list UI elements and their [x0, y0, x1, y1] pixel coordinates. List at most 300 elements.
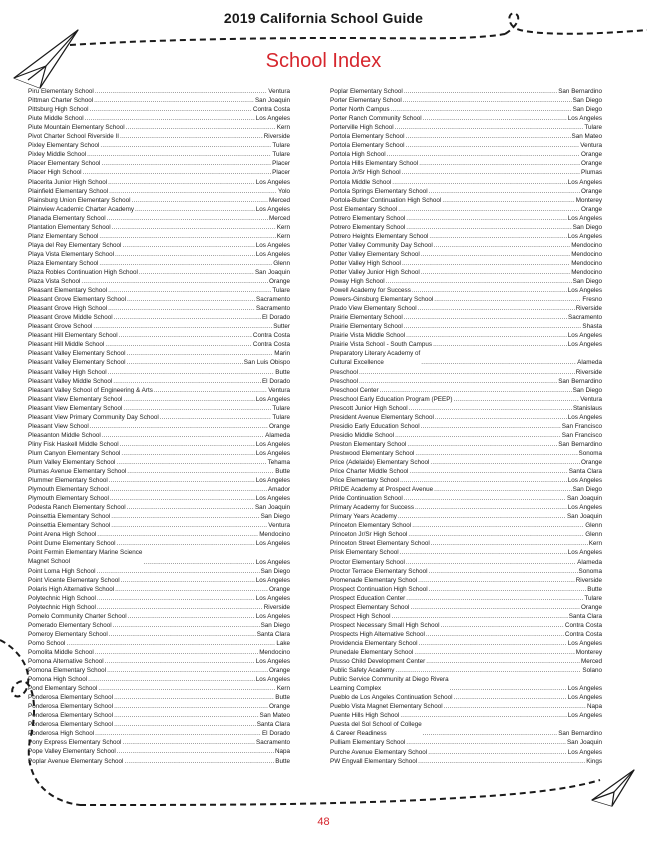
- school-name: Point Arena High School: [28, 531, 97, 539]
- dot-leader: [434, 241, 570, 250]
- dot-leader: [93, 322, 272, 331]
- school-name: Playa del Rey Elementary School: [28, 241, 122, 249]
- index-entry: [330, 87, 602, 96]
- index-entry: [330, 150, 602, 159]
- index-entry: [28, 187, 290, 196]
- dot-leader: [95, 729, 261, 738]
- index-entry: [28, 476, 290, 485]
- school-name: Portola Elementary School: [330, 133, 405, 141]
- county-name: Contra Costa: [252, 341, 290, 349]
- index-entry: [28, 657, 290, 666]
- dot-leader: [114, 693, 274, 702]
- school-name: Plummer Elementary School: [28, 477, 108, 485]
- index-entry: [330, 141, 602, 150]
- school-name: Pomerado Elementary School: [28, 621, 112, 629]
- county-name: San Diego: [260, 567, 290, 575]
- index-entry: [330, 114, 602, 123]
- dot-leader: [114, 711, 258, 720]
- paper-airplane-icon: [592, 770, 634, 806]
- index-entry: [28, 693, 290, 702]
- dot-leader: [419, 159, 580, 168]
- index-entry: [330, 232, 602, 241]
- dot-leader: [402, 168, 580, 177]
- index-entry: [28, 756, 290, 765]
- school-name: Pomona High School: [28, 676, 88, 684]
- index-entry: [330, 548, 602, 557]
- dot-leader: [444, 702, 586, 711]
- school-name: Pleasant Valley Middle School: [28, 377, 113, 385]
- school-name: Point Dume Elementary School: [28, 540, 116, 548]
- dot-leader: [128, 612, 255, 621]
- school-name: Plum Canyon Elementary School: [28, 449, 121, 457]
- school-name: Pleasanton Middle School: [28, 431, 101, 439]
- index-entry: [330, 576, 602, 585]
- index-entry: [28, 630, 290, 639]
- county-name: Orange: [580, 187, 602, 195]
- index-entry: [28, 702, 290, 711]
- index-entry: [28, 340, 290, 349]
- county-name: Tehama: [267, 458, 290, 466]
- school-name: Public Service Community at Diego Rivera Learning Complex: [330, 676, 449, 693]
- dot-leader: [408, 530, 584, 539]
- dot-leader: [400, 711, 566, 720]
- county-name: San Mateo: [571, 133, 602, 141]
- school-name: Plantation Elementary School: [28, 223, 111, 231]
- county-name: Mendocino: [571, 268, 602, 276]
- school-name: Pride Continuation School: [330, 495, 403, 503]
- county-name: Los Angeles: [255, 676, 290, 684]
- dot-leader: [135, 205, 255, 214]
- dot-leader: [114, 702, 268, 711]
- school-name: Piute Middle School: [28, 115, 84, 123]
- index-entry: [28, 367, 290, 376]
- dot-leader: [387, 150, 580, 159]
- dot-leader: [127, 467, 274, 476]
- index-entry: [28, 286, 290, 295]
- county-name: Sacramento: [256, 305, 290, 313]
- dot-leader: [66, 639, 275, 648]
- dot-leader: [107, 214, 268, 223]
- dot-leader: [359, 377, 557, 386]
- index-entry: [28, 331, 290, 340]
- school-name: Potter Valley Elementary School: [330, 250, 420, 258]
- school-name: Promenade Elementary School: [330, 576, 418, 584]
- school-name: Ponderosa High School: [28, 730, 95, 738]
- dot-leader: [407, 440, 557, 449]
- index-entry: [28, 431, 290, 440]
- index-column-left: [28, 87, 290, 766]
- dot-leader: [426, 657, 580, 666]
- county-name: Orange: [580, 458, 602, 466]
- school-name: Polytechnic High School: [28, 594, 96, 602]
- school-name: Plum Valley Elementary School: [28, 458, 116, 466]
- county-name: Fresno: [582, 296, 602, 304]
- dot-leader: [398, 512, 566, 521]
- county-name: Los Angeles: [567, 639, 602, 647]
- dot-leader: [115, 585, 268, 594]
- county-name: Los Angeles: [567, 178, 602, 186]
- dot-leader: [428, 748, 566, 757]
- school-name: Prairie Elementary School: [330, 314, 403, 322]
- index-entry: [28, 196, 290, 205]
- dot-leader: [85, 114, 255, 123]
- school-name: Prado View Elementary School: [330, 305, 417, 313]
- index-entry: [28, 177, 290, 186]
- school-name: Point Fermin Elementary Marine Science Magnet School: [28, 549, 143, 566]
- dot-leader: [406, 738, 566, 747]
- school-name: Plaza Robles Continuation High School: [28, 268, 138, 276]
- county-name: Tulare: [272, 404, 290, 412]
- county-name: Los Angeles: [567, 694, 602, 702]
- county-name: Los Angeles: [255, 440, 290, 448]
- index-entry: [28, 377, 290, 386]
- school-name: Preschool Center: [330, 386, 379, 394]
- index-entry: [330, 123, 602, 132]
- dot-leader: [454, 395, 580, 404]
- index-entry: [330, 621, 602, 630]
- index-entry: [28, 548, 290, 566]
- dot-leader: [414, 648, 574, 657]
- index-entry: [28, 232, 290, 241]
- dot-leader: [442, 196, 574, 205]
- county-name: Kern: [276, 124, 290, 132]
- county-name: Los Angeles: [255, 576, 290, 584]
- county-name: Sacramento: [256, 739, 290, 747]
- index-entry: [28, 585, 290, 594]
- dot-leader: [395, 123, 584, 132]
- index-entry: [330, 322, 602, 331]
- dot-leader: [116, 458, 266, 467]
- county-name: Orange: [580, 151, 602, 159]
- guide-title: 2019 California School Guide: [223, 10, 424, 26]
- county-name: El Dorado: [261, 377, 290, 385]
- county-name: Mendocino: [571, 259, 602, 267]
- school-name: Pomeroy Elementary School: [28, 630, 108, 638]
- index-entry: [330, 241, 602, 250]
- index-entry: [330, 377, 602, 386]
- county-name: Marin: [274, 350, 290, 358]
- school-name: Point Loma High School: [28, 567, 96, 575]
- school-name: Ponderosa Elementary School: [28, 712, 114, 720]
- dot-leader: [90, 422, 268, 431]
- dot-leader: [404, 87, 557, 96]
- index-entry: [330, 187, 602, 196]
- county-name: Santa Clara: [568, 612, 602, 620]
- county-name: Contra Costa: [252, 332, 290, 340]
- dot-leader: [108, 304, 255, 313]
- index-entry: [330, 268, 602, 277]
- school-name: Poinsettia Elementary School: [28, 513, 111, 521]
- school-name: Pleasant View Elementary School: [28, 404, 123, 412]
- county-name: Shasta: [582, 323, 602, 331]
- school-name: Public Safety Academy: [330, 667, 395, 675]
- county-name: Los Angeles: [255, 395, 290, 403]
- dot-leader: [105, 340, 252, 349]
- index-entry: [28, 386, 290, 395]
- dot-leader: [421, 268, 570, 277]
- index-column-right: [330, 87, 602, 766]
- school-name: Prospect Education Center: [330, 594, 406, 602]
- county-name: Merced: [581, 658, 602, 666]
- county-name: Los Angeles: [255, 205, 290, 213]
- school-name: Placer High School: [28, 169, 82, 177]
- school-name: Pleasant Grove School: [28, 323, 93, 331]
- county-name: Ventura: [268, 522, 290, 530]
- county-name: Los Angeles: [567, 413, 602, 421]
- county-name: Los Angeles: [567, 214, 602, 222]
- county-name: San Luis Obispo: [243, 359, 290, 367]
- dot-leader: [124, 757, 274, 766]
- index-entry: [330, 512, 602, 521]
- school-name: Prospects High Alternative School: [330, 630, 425, 638]
- school-name: Princeton Jr/Sr High School: [330, 531, 408, 539]
- index-entry: [330, 585, 602, 594]
- dot-leader: [120, 440, 255, 449]
- index-entry: [28, 494, 290, 503]
- school-name: Portola-Butler Continuation High School: [330, 196, 442, 204]
- county-name: Ventura: [268, 88, 290, 96]
- school-name: Plainview Academic Charter Academy: [28, 205, 135, 213]
- dot-leader: [111, 521, 267, 530]
- county-name: Butte: [275, 694, 290, 702]
- county-name: Orange: [268, 703, 290, 711]
- school-name: Plymouth Elementary School: [28, 495, 109, 503]
- school-name: Prunedale Elementary School: [330, 648, 414, 656]
- dot-leader: [117, 747, 274, 756]
- county-name: Ventura: [580, 142, 602, 150]
- county-name: San Diego: [572, 223, 602, 231]
- school-name: Plainsburg Union Elementary School: [28, 196, 131, 204]
- county-name: Alameda: [577, 558, 602, 566]
- dot-leader: [88, 675, 255, 684]
- index-entry: [330, 340, 602, 349]
- school-name: Pleasant Elementary School: [28, 287, 108, 295]
- dot-leader: [119, 331, 252, 340]
- school-name: Poway High School: [330, 278, 385, 286]
- dot-leader: [121, 576, 255, 585]
- school-name: Podesta Ranch Elementary School: [28, 504, 126, 512]
- index-entry: [330, 331, 602, 340]
- county-name: Tulare: [272, 151, 290, 159]
- dot-leader: [403, 96, 572, 105]
- school-name: Portola Middle School: [330, 178, 392, 186]
- dot-leader: [406, 331, 567, 340]
- index-entry: [330, 259, 602, 268]
- dot-leader: [402, 259, 570, 268]
- school-name: Puesta del Sol School of College & Career Readiness: [330, 721, 422, 738]
- county-name: San Diego: [260, 513, 290, 521]
- county-name: Contra Costa: [564, 630, 602, 638]
- dot-leader: [409, 467, 567, 476]
- county-name: Napa: [274, 748, 290, 756]
- school-name: Price Elementary School: [330, 477, 399, 485]
- index-entry: [28, 530, 290, 539]
- dot-leader: [423, 729, 558, 738]
- county-name: San Bernardino: [558, 88, 602, 96]
- county-name: Stanislaus: [572, 404, 602, 412]
- index-entry: [330, 295, 602, 304]
- county-name: Orange: [268, 585, 290, 593]
- index-entry: [330, 196, 602, 205]
- county-name: San Diego: [572, 106, 602, 114]
- dot-leader: [410, 603, 580, 612]
- county-name: Sacramento: [256, 296, 290, 304]
- dot-leader: [127, 358, 243, 367]
- school-name: Portola Springs Elementary School: [330, 187, 428, 195]
- dot-leader: [123, 395, 254, 404]
- index-entry: [28, 612, 290, 621]
- dot-leader: [412, 286, 567, 295]
- county-name: Mendocino: [259, 531, 290, 539]
- index-entry: [330, 313, 602, 322]
- county-name: Los Angeles: [255, 612, 290, 620]
- index-entry: [330, 105, 602, 114]
- school-name: Prairie Vista School - South Campus: [330, 341, 433, 349]
- index-entry: [28, 123, 290, 132]
- county-name: Butte: [587, 585, 602, 593]
- school-name: Point Vicente Elementary School: [28, 576, 120, 584]
- dot-leader: [421, 422, 561, 431]
- index-entry: [28, 503, 290, 512]
- dot-leader: [454, 693, 567, 702]
- dot-leader: [380, 386, 572, 395]
- county-name: Tulare: [272, 142, 290, 150]
- school-name: Portola Elementary School: [330, 142, 405, 150]
- school-name: Plumas Avenue Elementary School: [28, 468, 127, 476]
- school-name: Potrero Heights Elementary School: [330, 232, 429, 240]
- dot-leader: [101, 159, 271, 168]
- top-dashed-line: [70, 34, 505, 45]
- dot-leader: [415, 449, 577, 458]
- index-entry: [330, 720, 602, 738]
- school-name: Preston Elementary School: [330, 440, 407, 448]
- county-name: Riverside: [263, 603, 290, 611]
- county-name: San Diego: [572, 97, 602, 105]
- county-name: Glenn: [273, 259, 290, 267]
- dot-leader: [409, 404, 572, 413]
- county-name: San Joaquin: [566, 513, 602, 521]
- dot-leader: [429, 585, 587, 594]
- dot-leader: [97, 594, 255, 603]
- index-entry: [330, 747, 602, 756]
- school-name: Presidio Early Education School: [330, 422, 420, 430]
- index-entry: [28, 96, 290, 105]
- school-name: Price Charter Middle School: [330, 468, 409, 476]
- dot-leader: [132, 196, 268, 205]
- school-name: Pleasant View School: [28, 422, 89, 430]
- dot-leader: [108, 368, 275, 377]
- index-entry: [28, 449, 290, 458]
- dot-leader: [400, 476, 567, 485]
- county-name: Alameda: [265, 431, 290, 439]
- index-entry: [28, 594, 290, 603]
- index-entry: [28, 738, 290, 747]
- school-name: Powell Academy for Success: [330, 287, 411, 295]
- index-entry: [28, 141, 290, 150]
- school-name: Pleasant Valley Elementary School: [28, 350, 126, 358]
- school-name: PW Engvall Elementary School: [330, 757, 418, 765]
- school-name: Presidio Middle School: [330, 431, 395, 439]
- index-entry: [28, 621, 290, 630]
- dot-leader: [395, 666, 581, 675]
- index-entry: [28, 404, 290, 413]
- index-entry: [28, 105, 290, 114]
- index-entry: [28, 413, 290, 422]
- county-name: Butte: [275, 368, 290, 376]
- dot-leader: [430, 458, 580, 467]
- dot-leader: [143, 558, 254, 567]
- dot-leader: [95, 87, 267, 96]
- school-name: Proctor Terrace Elementary School: [330, 567, 428, 575]
- dot-leader: [110, 494, 255, 503]
- index-entry: [28, 250, 290, 259]
- school-name: Plaza Elementary School: [28, 259, 99, 267]
- school-name: Prospect Continuation High School: [330, 585, 428, 593]
- school-name: Powers-Ginsburg Elementary School: [330, 296, 434, 304]
- school-name: Pleasant Grove Elementary School: [28, 296, 127, 304]
- school-name: Prospect Necessary Small High School: [330, 621, 440, 629]
- dot-leader: [110, 485, 267, 494]
- dot-leader: [123, 404, 271, 413]
- dot-leader: [386, 277, 572, 286]
- county-name: Santa Clara: [568, 468, 602, 476]
- index-entry: [28, 648, 290, 657]
- index-entry: [330, 431, 602, 440]
- dot-leader: [160, 413, 272, 422]
- dot-leader: [398, 205, 580, 214]
- county-name: San Bernardino: [558, 730, 602, 738]
- school-name: Ponderosa Elementary School: [28, 703, 114, 711]
- dot-leader: [404, 494, 566, 503]
- county-name: Los Angeles: [255, 594, 290, 602]
- county-name: Los Angeles: [255, 241, 290, 249]
- school-name: Princeton Elementary School: [330, 522, 412, 530]
- county-name: Los Angeles: [255, 495, 290, 503]
- school-name: Potrero Elementary School: [330, 223, 406, 231]
- index-entry: [28, 458, 290, 467]
- county-name: Orange: [268, 278, 290, 286]
- county-name: Kern: [588, 540, 602, 548]
- county-name: Glenn: [585, 522, 602, 530]
- county-name: Santa Clara: [256, 721, 290, 729]
- index-entry: [28, 395, 290, 404]
- dot-leader: [400, 548, 567, 557]
- dot-leader: [117, 539, 255, 548]
- county-name: Los Angeles: [567, 549, 602, 557]
- index-entry: [330, 168, 602, 177]
- index-entry: [330, 530, 602, 539]
- county-name: Orange: [580, 160, 602, 168]
- school-name: Pomelo Community Charter School: [28, 612, 127, 620]
- county-name: San Bernardino: [558, 440, 602, 448]
- county-name: Los Angeles: [255, 558, 290, 566]
- county-name: Tulare: [584, 594, 602, 602]
- school-name: Plymouth Elementary School: [28, 486, 109, 494]
- county-name: Los Angeles: [255, 540, 290, 548]
- school-name: Preschool: [330, 377, 359, 385]
- county-name: Orange: [268, 667, 290, 675]
- school-name: Polytechnic High School: [28, 603, 96, 611]
- dot-leader: [94, 96, 254, 105]
- county-name: Los Angeles: [567, 287, 602, 295]
- school-name: Proctor Elementary School: [330, 558, 405, 566]
- index-entry: [28, 603, 290, 612]
- dot-leader: [441, 621, 564, 630]
- index-entry: [330, 494, 602, 503]
- index-entry: [330, 159, 602, 168]
- county-name: Kings: [586, 757, 602, 765]
- index-entry: [330, 440, 602, 449]
